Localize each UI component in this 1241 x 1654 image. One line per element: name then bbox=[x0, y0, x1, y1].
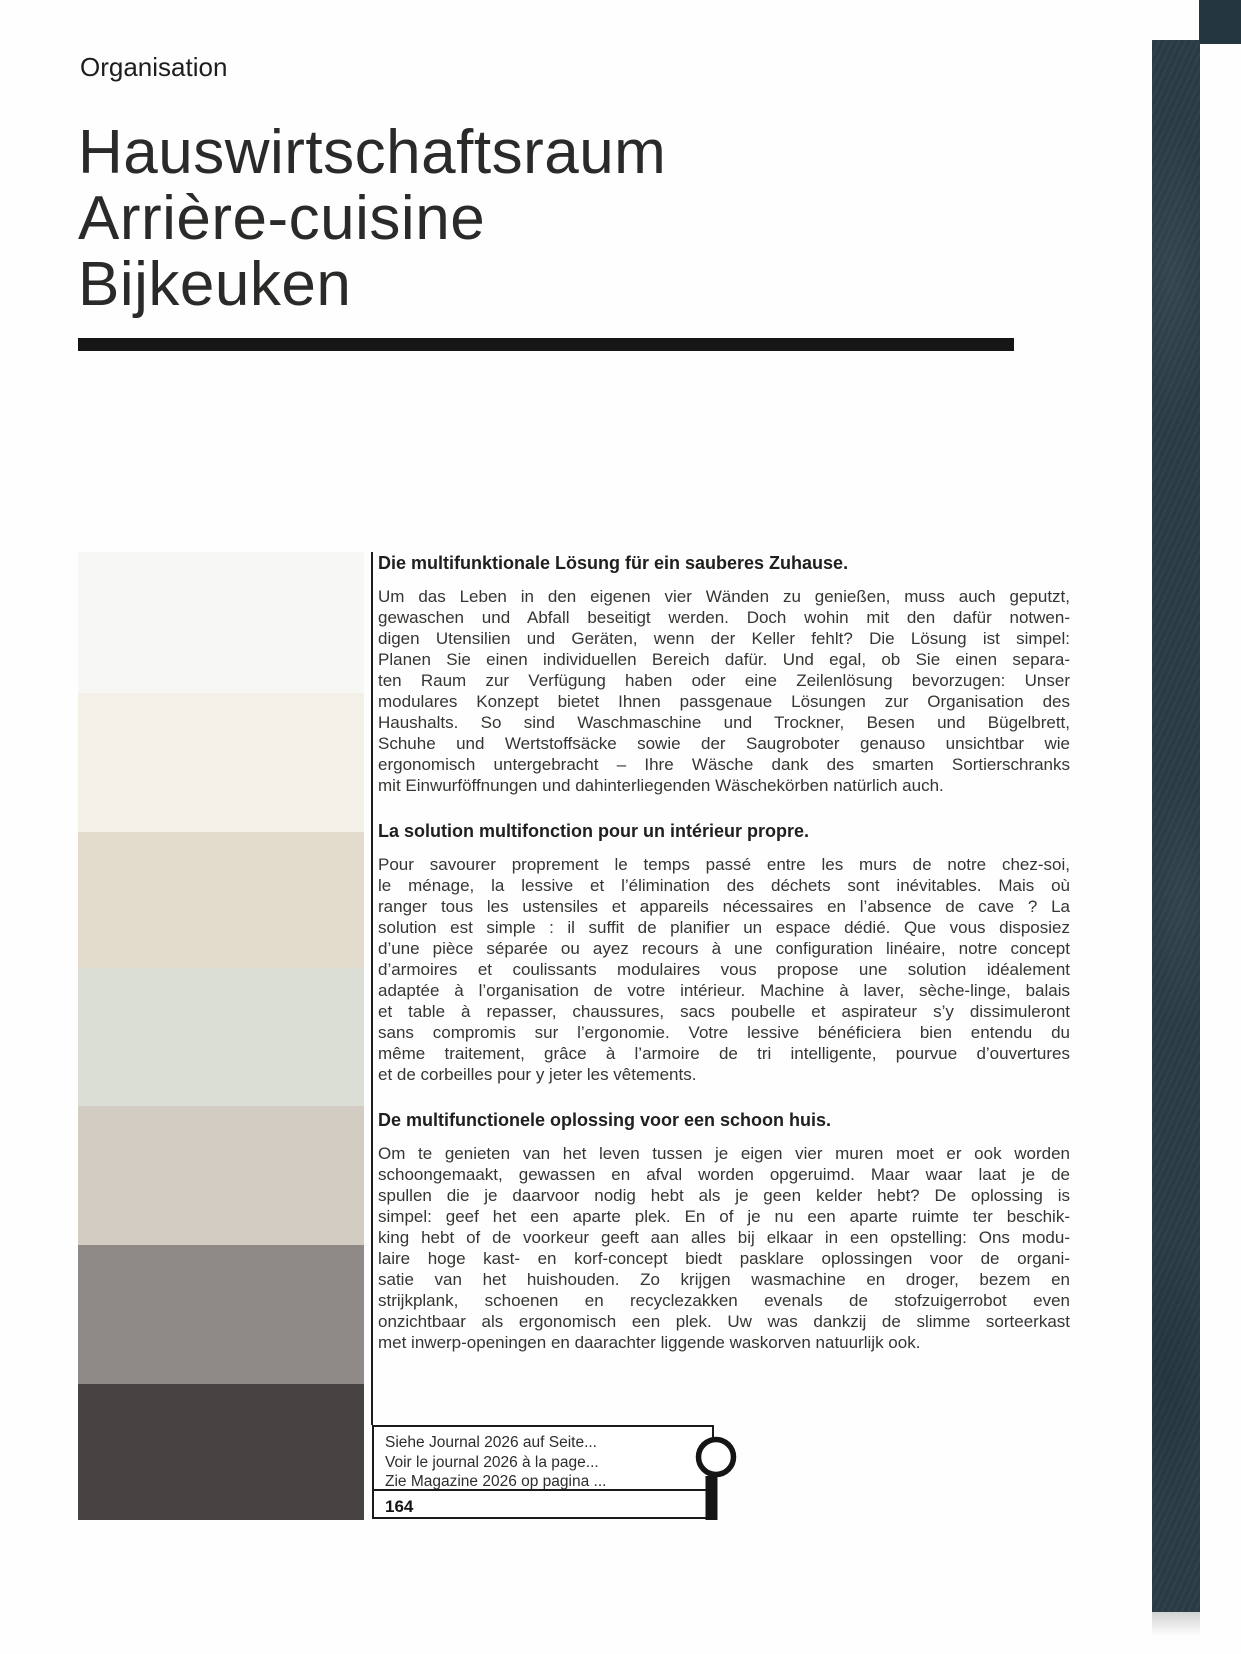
page-title bbox=[78, 120, 666, 318]
text-line: simpel: geef het een aparte plek. En of je nu een aparte ruimte ter beschik- bbox=[378, 1207, 1070, 1226]
text-line: gewaschen und Abfall beseitigt werden. Doch wohin mit den dafür notwen- bbox=[378, 608, 1070, 627]
text-line: Pour savourer proprement le temps passé entre les murs de notre chez-soi, bbox=[378, 855, 1070, 874]
text-line: laire hoge kast- en korf-concept biedt pasklare oplossingen voor de organi- bbox=[378, 1249, 1070, 1268]
text-line: Schuhe und Wertstoffsäcke sowie der Saugroboter genauso unsichtbar wie bbox=[378, 734, 1070, 753]
text-line: met inwerp-openingen en daarachter liggende waskorven natuurlijk ook. bbox=[378, 1333, 921, 1352]
page-title-line-de: Hauswirtschaftsraum bbox=[78, 118, 667, 187]
text-line: Haushalts. So sind Waschmaschine und Trockner, Besen und Bügelbrett, bbox=[378, 713, 1070, 732]
text-column bbox=[378, 552, 1070, 1377]
color-swatch-column bbox=[78, 552, 364, 1520]
text-line: sans compromis sur l’ergonomie. Votre lessive bénéficiera bien entendu du bbox=[378, 1023, 1070, 1042]
text-line: onzichtbaar als ergonomisch een plek. Uw was dankzij de slimme sorteerkast bbox=[378, 1312, 1070, 1331]
paragraph-de bbox=[378, 586, 1070, 796]
paragraph-nl bbox=[378, 1143, 1070, 1353]
spine-shadow bbox=[1152, 1612, 1200, 1636]
text-line: mit Einwurföffnungen und dahinterliegenden Wäschekörben natürlich auch. bbox=[378, 776, 944, 795]
text-line: king hebt of de voorkeur geeft aan alles bij elkaar in een opstelling: Ons modu- bbox=[378, 1228, 1070, 1247]
color-swatch-beige bbox=[78, 832, 364, 968]
journal-note-lines bbox=[374, 1427, 712, 1492]
spine-corner bbox=[1199, 0, 1241, 44]
text-line: et table à repasser, chaussures, sacs poubelle et aspirateur s’y dissimuleront bbox=[378, 1002, 1070, 1021]
color-swatch-cream bbox=[78, 693, 364, 832]
journal-note-line: Zie Magazine 2026 op pagina ... bbox=[385, 1473, 607, 1490]
page-number-row bbox=[374, 1489, 712, 1517]
section-heading-de: Die multifunktionale Lösung für ein sauberes Zuhause. bbox=[378, 553, 849, 573]
spine-band bbox=[1152, 40, 1200, 1612]
text-line: schoongemaakt, gewassen en afval worden opgeruimd. Maar waar laat je de bbox=[378, 1165, 1070, 1184]
category-label: Organisation bbox=[80, 52, 228, 82]
text-line: strijkplank, schoenen en recyclezakken evenals de stofzuigerrobot even bbox=[378, 1291, 1070, 1310]
magnifier-icon bbox=[692, 1430, 742, 1522]
text-line: spullen die je daarvoor nodig hebt als je geen kelder hebt? De oplossing is bbox=[378, 1186, 1070, 1205]
text-line: même traitement, grâce à l’armoire de tri intelligente, pourvue d’ouvertures bbox=[378, 1044, 1070, 1063]
text-line: adaptée à l’organisation de votre intérieur. Machine à laver, sèche-linge, balais bbox=[378, 981, 1070, 1000]
page-title-line-fr: Arrière-cuisine bbox=[78, 184, 486, 253]
text-line: ranger tous les ustensiles et appareils nécessaires en l’absence de cave ? La bbox=[378, 897, 1070, 916]
color-swatch-sage-gray bbox=[78, 968, 364, 1106]
paragraph-fr bbox=[378, 854, 1070, 1085]
title-rule bbox=[78, 338, 1014, 351]
text-line: d’une pièce séparée ou ayez recours à une configuration linéaire, notre concept bbox=[378, 939, 1070, 958]
section-heading-fr: La solution multifonction pour un intérieur propre. bbox=[378, 821, 809, 841]
text-line: Om te genieten van het leven tussen je eigen vier muren moet er ook worden bbox=[378, 1144, 1070, 1163]
text-line: ergonomisch untergebracht – Ihre Wäsche dank des smarten Sortierschranks bbox=[378, 755, 1070, 774]
color-swatch-taupe bbox=[78, 1106, 364, 1245]
color-swatch-warm-gray bbox=[78, 1245, 364, 1384]
journal-note-line: Voir le journal 2026 à la page... bbox=[385, 1453, 599, 1471]
text-line: et de corbeilles pour y jeter les vêtements. bbox=[378, 1065, 697, 1084]
section-heading-nl: De multifunctionele oplossing voor een schoon huis. bbox=[378, 1110, 832, 1130]
journal-note-box bbox=[372, 1425, 714, 1519]
text-line: satie van het huishouden. Zo krijgen wasmachine en droger, bezem en bbox=[378, 1270, 1070, 1289]
journal-note-line: Siehe Journal 2026 auf Seite... bbox=[385, 1434, 597, 1451]
text-line: le ménage, la lessive et l’élimination des déchets sont inévitables. Mais où bbox=[378, 876, 1070, 895]
text-line: modulares Konzept bietet Ihnen passgenaue Lösungen zur Organisation des bbox=[378, 692, 1070, 711]
page-title-line-nl: Bijkeuken bbox=[78, 250, 352, 319]
text-line: solution est simple : il suffit de planifier un espace dédié. Que vous disposiez bbox=[378, 918, 1070, 937]
text-divider-line bbox=[371, 552, 373, 1425]
color-swatch-charcoal bbox=[78, 1384, 364, 1520]
text-line: ten Raum zur Verfügung haben oder eine Zeilenlösung bevorzugen: Unser bbox=[378, 671, 1070, 690]
text-line: digen Utensilien und Geräten, wenn der Keller fehlt? Die Lösung ist simpel: bbox=[378, 629, 1070, 648]
page-number: 164 bbox=[385, 1497, 414, 1516]
text-line: d’armoires et coulissants modulaires vous propose une solution idéalement bbox=[378, 960, 1070, 979]
text-line: Planen Sie einen individuellen Bereich dafür. Und egal, ob Sie einen separa- bbox=[378, 650, 1070, 669]
color-swatch-off-white bbox=[78, 552, 364, 693]
text-line: Um das Leben in den eigenen vier Wänden zu genießen, muss auch geputzt, bbox=[378, 587, 1070, 606]
